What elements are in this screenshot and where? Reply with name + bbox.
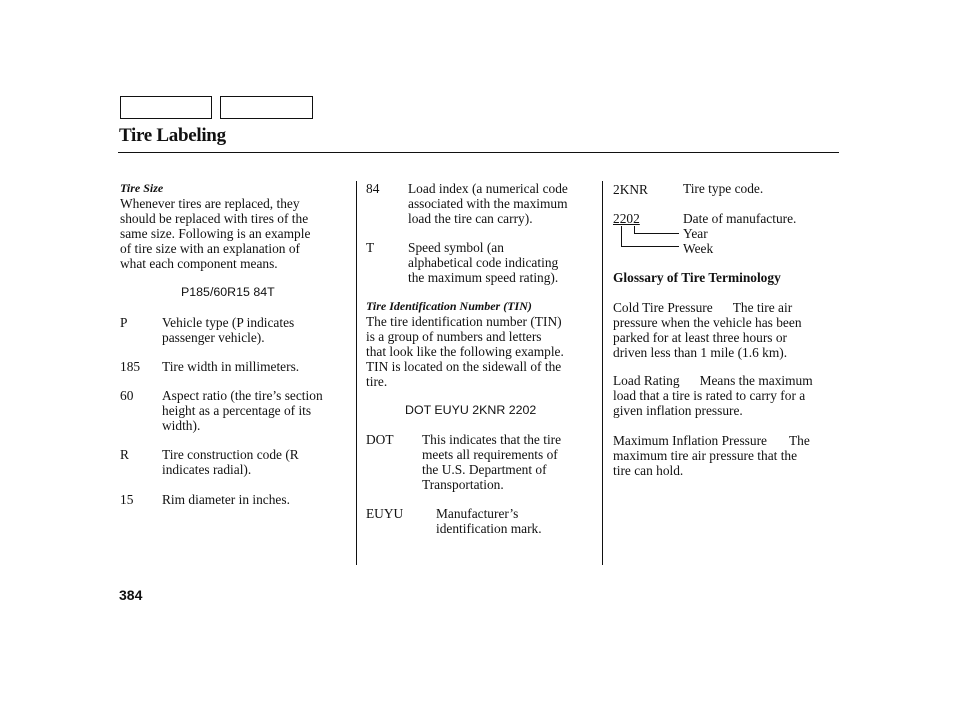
title-rule bbox=[118, 152, 839, 153]
text-line: Whenever tires are replaced, they bbox=[120, 196, 300, 211]
def-desc bbox=[162, 315, 294, 345]
tin-intro bbox=[366, 314, 564, 389]
text-line: meets all requirements of bbox=[422, 447, 558, 462]
text-line: The tire identification number (TIN) bbox=[366, 314, 562, 329]
text-line: the U.S. Department of bbox=[422, 462, 547, 477]
week-connector bbox=[621, 226, 679, 247]
glossary-entry bbox=[613, 433, 839, 478]
text-line: tire can hold. bbox=[613, 463, 684, 478]
page-number: 384 bbox=[119, 587, 143, 603]
def-desc bbox=[162, 359, 299, 374]
column-divider-1 bbox=[356, 181, 357, 565]
glossary-def-start: The bbox=[788, 433, 810, 448]
text-line: pressure when the vehicle has been bbox=[613, 315, 802, 330]
glossary-def-start: The tire air bbox=[732, 300, 793, 315]
text-line bbox=[613, 373, 839, 388]
text-line: the maximum speed rating). bbox=[408, 270, 559, 285]
text-line: Load index (a numerical code bbox=[408, 181, 568, 196]
text-line: alphabetical code indicating bbox=[408, 255, 559, 270]
text-line: what each component means. bbox=[120, 256, 278, 271]
text-line: indicates radial). bbox=[162, 462, 252, 477]
text-line: same size. Following is an example bbox=[120, 226, 311, 241]
text-line: is a group of numbers and letters bbox=[366, 329, 542, 344]
text-line: Transportation. bbox=[422, 477, 504, 492]
glossary-def-start: Means the maximum bbox=[699, 373, 813, 388]
text-line: Manufacturer’s bbox=[436, 506, 519, 521]
text-line: Speed symbol (an bbox=[408, 240, 504, 255]
text-line: associated with the maximum bbox=[408, 196, 568, 211]
text-line: should be replaced with tires of the bbox=[120, 211, 309, 226]
tire-size-intro bbox=[120, 196, 310, 271]
glossary-term: Cold Tire Pressure bbox=[613, 300, 713, 315]
def-code: 15 bbox=[120, 492, 134, 507]
def-code: 84 bbox=[366, 181, 380, 196]
text-line: Vehicle type (P indicates bbox=[162, 315, 295, 330]
page-title: Tire Labeling bbox=[119, 125, 226, 146]
text-line: width). bbox=[162, 418, 201, 433]
text-line bbox=[613, 300, 839, 315]
text-line: identification mark. bbox=[436, 521, 542, 536]
text-line: maximum tire air pressure that the bbox=[613, 448, 798, 463]
text-line: load the tire can carry). bbox=[408, 211, 533, 226]
text-line: that look like the following example. bbox=[366, 344, 564, 359]
def-desc bbox=[408, 181, 568, 226]
def-code: P bbox=[120, 315, 128, 330]
text-line: tire. bbox=[366, 374, 388, 389]
text-line: Tire construction code (R bbox=[162, 447, 299, 462]
text-line: of tire size with an explanation of bbox=[120, 241, 300, 256]
text-line: driven less than 1 mile (1.6 km). bbox=[613, 345, 788, 360]
text-line: parked for at least three hours or bbox=[613, 330, 788, 345]
text-line: Rim diameter in inches. bbox=[162, 492, 290, 507]
tire-size-example: P185/60R15 84T bbox=[181, 285, 275, 299]
date-code: 2202 bbox=[613, 211, 640, 226]
def-code: 185 bbox=[120, 359, 141, 374]
tin-example: DOT EUYU 2KNR 2202 bbox=[405, 403, 537, 417]
glossary-entry bbox=[613, 300, 839, 360]
year-label: Year bbox=[683, 226, 708, 241]
def-desc bbox=[422, 432, 561, 492]
def-code: R bbox=[120, 447, 129, 462]
glossary-term: Load Rating bbox=[613, 373, 680, 388]
text-line: Aspect ratio (the tire’s section bbox=[162, 388, 323, 403]
type-code: 2KNR bbox=[613, 182, 648, 197]
text-line: load that a tire is rated to carry for a bbox=[613, 388, 806, 403]
def-desc bbox=[162, 492, 290, 507]
text-line: given inflation pressure. bbox=[613, 403, 743, 418]
text-line: passenger vehicle). bbox=[162, 330, 265, 345]
def-code: 60 bbox=[120, 388, 134, 403]
tin-heading: Tire Identification Number (TIN) bbox=[366, 299, 532, 313]
def-code: DOT bbox=[366, 432, 394, 447]
date-desc: Date of manufacture. bbox=[683, 211, 797, 226]
def-desc bbox=[162, 388, 323, 433]
glossary-heading: Glossary of Tire Terminology bbox=[613, 270, 781, 285]
glossary-entry bbox=[613, 373, 839, 418]
def-desc bbox=[162, 447, 299, 477]
def-code: EUYU bbox=[366, 506, 404, 521]
tire-size-heading: Tire Size bbox=[120, 181, 164, 195]
glossary-term: Maximum Inflation Pressure bbox=[613, 433, 767, 448]
text-line: This indicates that the tire bbox=[422, 432, 562, 447]
text-line: Tire width in millimeters. bbox=[162, 359, 300, 374]
type-desc: Tire type code. bbox=[683, 181, 764, 196]
week-label: Week bbox=[683, 241, 714, 256]
nav-tab-1[interactable] bbox=[120, 96, 212, 119]
nav-tab-2[interactable] bbox=[220, 96, 313, 119]
def-desc bbox=[408, 240, 558, 285]
def-code: T bbox=[366, 240, 375, 255]
text-line: height as a percentage of its bbox=[162, 403, 312, 418]
def-desc bbox=[436, 506, 542, 536]
text-line bbox=[613, 433, 839, 448]
column-divider-2 bbox=[602, 181, 603, 565]
text-line: TIN is located on the sidewall of the bbox=[366, 359, 562, 374]
